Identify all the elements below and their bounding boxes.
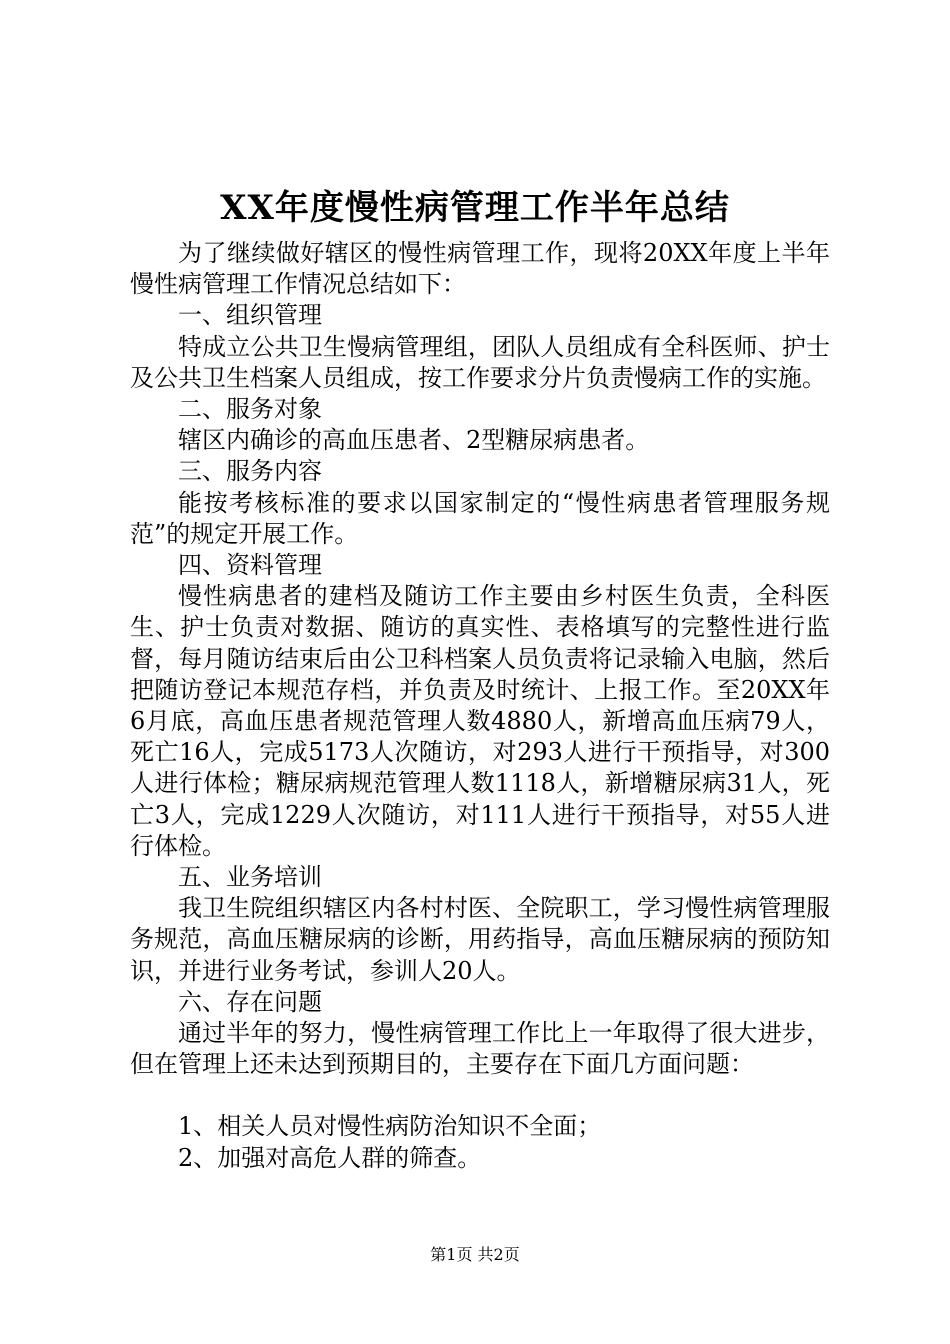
records-paragraph: 慢性病患者的建档及随访工作主要由乡村医生负责，全科医生、护士负责对数据、随访的真实性、表格填写的完整性进行监督，每月随访结束后由公卫科档案人员负责将记录输入电脑，然后把随访登记本规范存档，并负责及时统计、上报工作。至20XX年6月底，高血压患者规范管理人数4880人，新增高血压病79人，死亡16人，完成5173人次随访，对293人进行干预指导，对300人进行体检；糖尿病规范管理人数1118人，新增糖尿病31人，死亡3人，完成1229人次随访，对111人进行干预指导，对55人进行体检。 <box>130 582 830 860</box>
problem-item-2: 2、加强对高危人群的筛查。 <box>178 1143 482 1172</box>
section-heading-organization: 一、组织管理 <box>178 301 322 330</box>
section-heading-training: 五、业务培训 <box>178 863 322 892</box>
organization-paragraph: 特成立公共卫生慢病管理组，团队人员组成有全科医师、护士及公共卫生档案人员组成，按工作要求分片负责慢病工作的实施。 <box>130 332 830 392</box>
problems-paragraph: 通过半年的努力，慢性病管理工作比上一年取得了很大进步，但在管理上还未达到预期目的，主要存在下面几方面问题： <box>130 1019 830 1079</box>
section-heading-service-content: 三、服务内容 <box>178 457 322 486</box>
intro-paragraph: 为了继续做好辖区的慢性病管理工作，现将20XX年度上半年慢性病管理工作情况总结如下： <box>130 239 830 299</box>
section-heading-problems: 六、存在问题 <box>178 987 322 1016</box>
training-paragraph: 我卫生院组织辖区内各村村医、全院职工，学习慢性病管理服务规范，高血压糖尿病的诊断，用药指导，高血压糖尿病的预防知识，并进行业务考试，参训人20人。 <box>130 894 830 985</box>
section-heading-service-target: 二、服务对象 <box>178 395 322 424</box>
document-title: XX年度慢性病管理工作半年总结 <box>220 188 730 228</box>
problem-item-1: 1、相关人员对慢性病防治知识不全面； <box>178 1112 602 1141</box>
service-target-paragraph: 辖区内确诊的高血压患者、2型糖尿病患者。 <box>178 426 650 455</box>
document-body <box>130 238 830 1174</box>
page-number-footer: 第1页 共2页 <box>430 1245 520 1264</box>
service-content-paragraph: 能按考核标准的要求以国家制定的“慢性病患者管理服务规范”的规定开展工作。 <box>130 488 830 548</box>
section-heading-records: 四、资料管理 <box>178 551 322 580</box>
